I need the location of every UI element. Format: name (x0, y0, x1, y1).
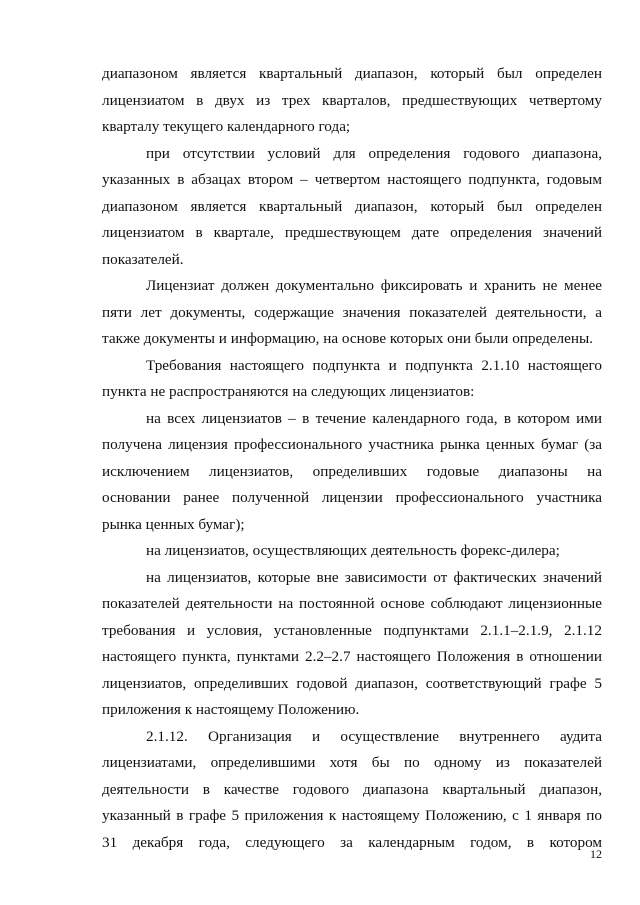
text-line: настоящего пункта, пунктами 2.2–2.7 настоящего Положения в отношении (102, 648, 602, 665)
text-line: основании ранее полученной лицензии профессионального участника (102, 489, 602, 506)
text-line: приложения к настоящему Положению. (102, 701, 360, 718)
text-line: указанных в абзацах втором – четвертом настоящего подпункта, годовым (102, 171, 602, 188)
text-line: лицензиатом в двух из трех кварталов, предшествующих четвертому (102, 92, 602, 109)
text-line: лицензиатом в квартале, предшествующем дате определения значений (102, 224, 602, 241)
text-line: 2.1.12. Организация и осуществление внутреннего аудита (146, 728, 602, 745)
text-line: при отсутствии условий для определения годового диапазона, (146, 145, 602, 162)
page-number: 12 (590, 847, 602, 861)
text-line: требования и условия, установленные подпунктами 2.1.1–2.1.9, 2.1.12 (102, 622, 602, 639)
text-line: на лицензиатов, которые вне зависимости от фактических значений (146, 569, 602, 586)
text-line: показателей. (102, 251, 184, 268)
text-line: лицензиатов, определивших годовой диапазон, соответствующий графе 5 (102, 675, 602, 692)
text-line: на всех лицензиатов – в течение календарного года, в котором ими (146, 410, 602, 427)
text-line: Лицензиат должен документально фиксировать и хранить не менее (146, 277, 602, 294)
text-line: показателей деятельности на постоянной основе соблюдают лицензионные (102, 595, 602, 612)
text-line: кварталу текущего календарного года; (102, 118, 351, 135)
text-line: также документы и информацию, на основе которых они были определены. (102, 330, 593, 347)
text-line: на лицензиатов, осуществляющих деятельность форекс-дилера; (146, 542, 560, 559)
text-line: рынка ценных бумаг); (102, 516, 245, 533)
text-line: пункта не распространяются на следующих лицензиатов: (102, 383, 475, 400)
text-line: диапазоном является квартальный диапазон, который был определен (102, 198, 602, 215)
text-line: пяти лет документы, содержащие значения показателей деятельности, а (102, 304, 602, 321)
text-line: диапазоном является квартальный диапазон, который был определен (102, 65, 602, 82)
text-line: лицензиатами, определившими хотя бы по одному из показателей (102, 754, 602, 771)
text-line: указанный в графе 5 приложения к настоящему Положению, с 1 января по (102, 807, 602, 824)
text-line: 31 декабря года, следующего за календарным годом, в котором (102, 834, 602, 851)
text-line: деятельности в качестве годового диапазона квартальный диапазон, (102, 781, 602, 798)
text-line: исключением лицензиатов, определивших годовые диапазоны на (102, 463, 602, 480)
text-line: получена лицензия профессионального участника рынка ценных бумаг (за (102, 436, 602, 453)
text-line: Требования настоящего подпункта и подпункта 2.1.10 настоящего (146, 357, 602, 374)
